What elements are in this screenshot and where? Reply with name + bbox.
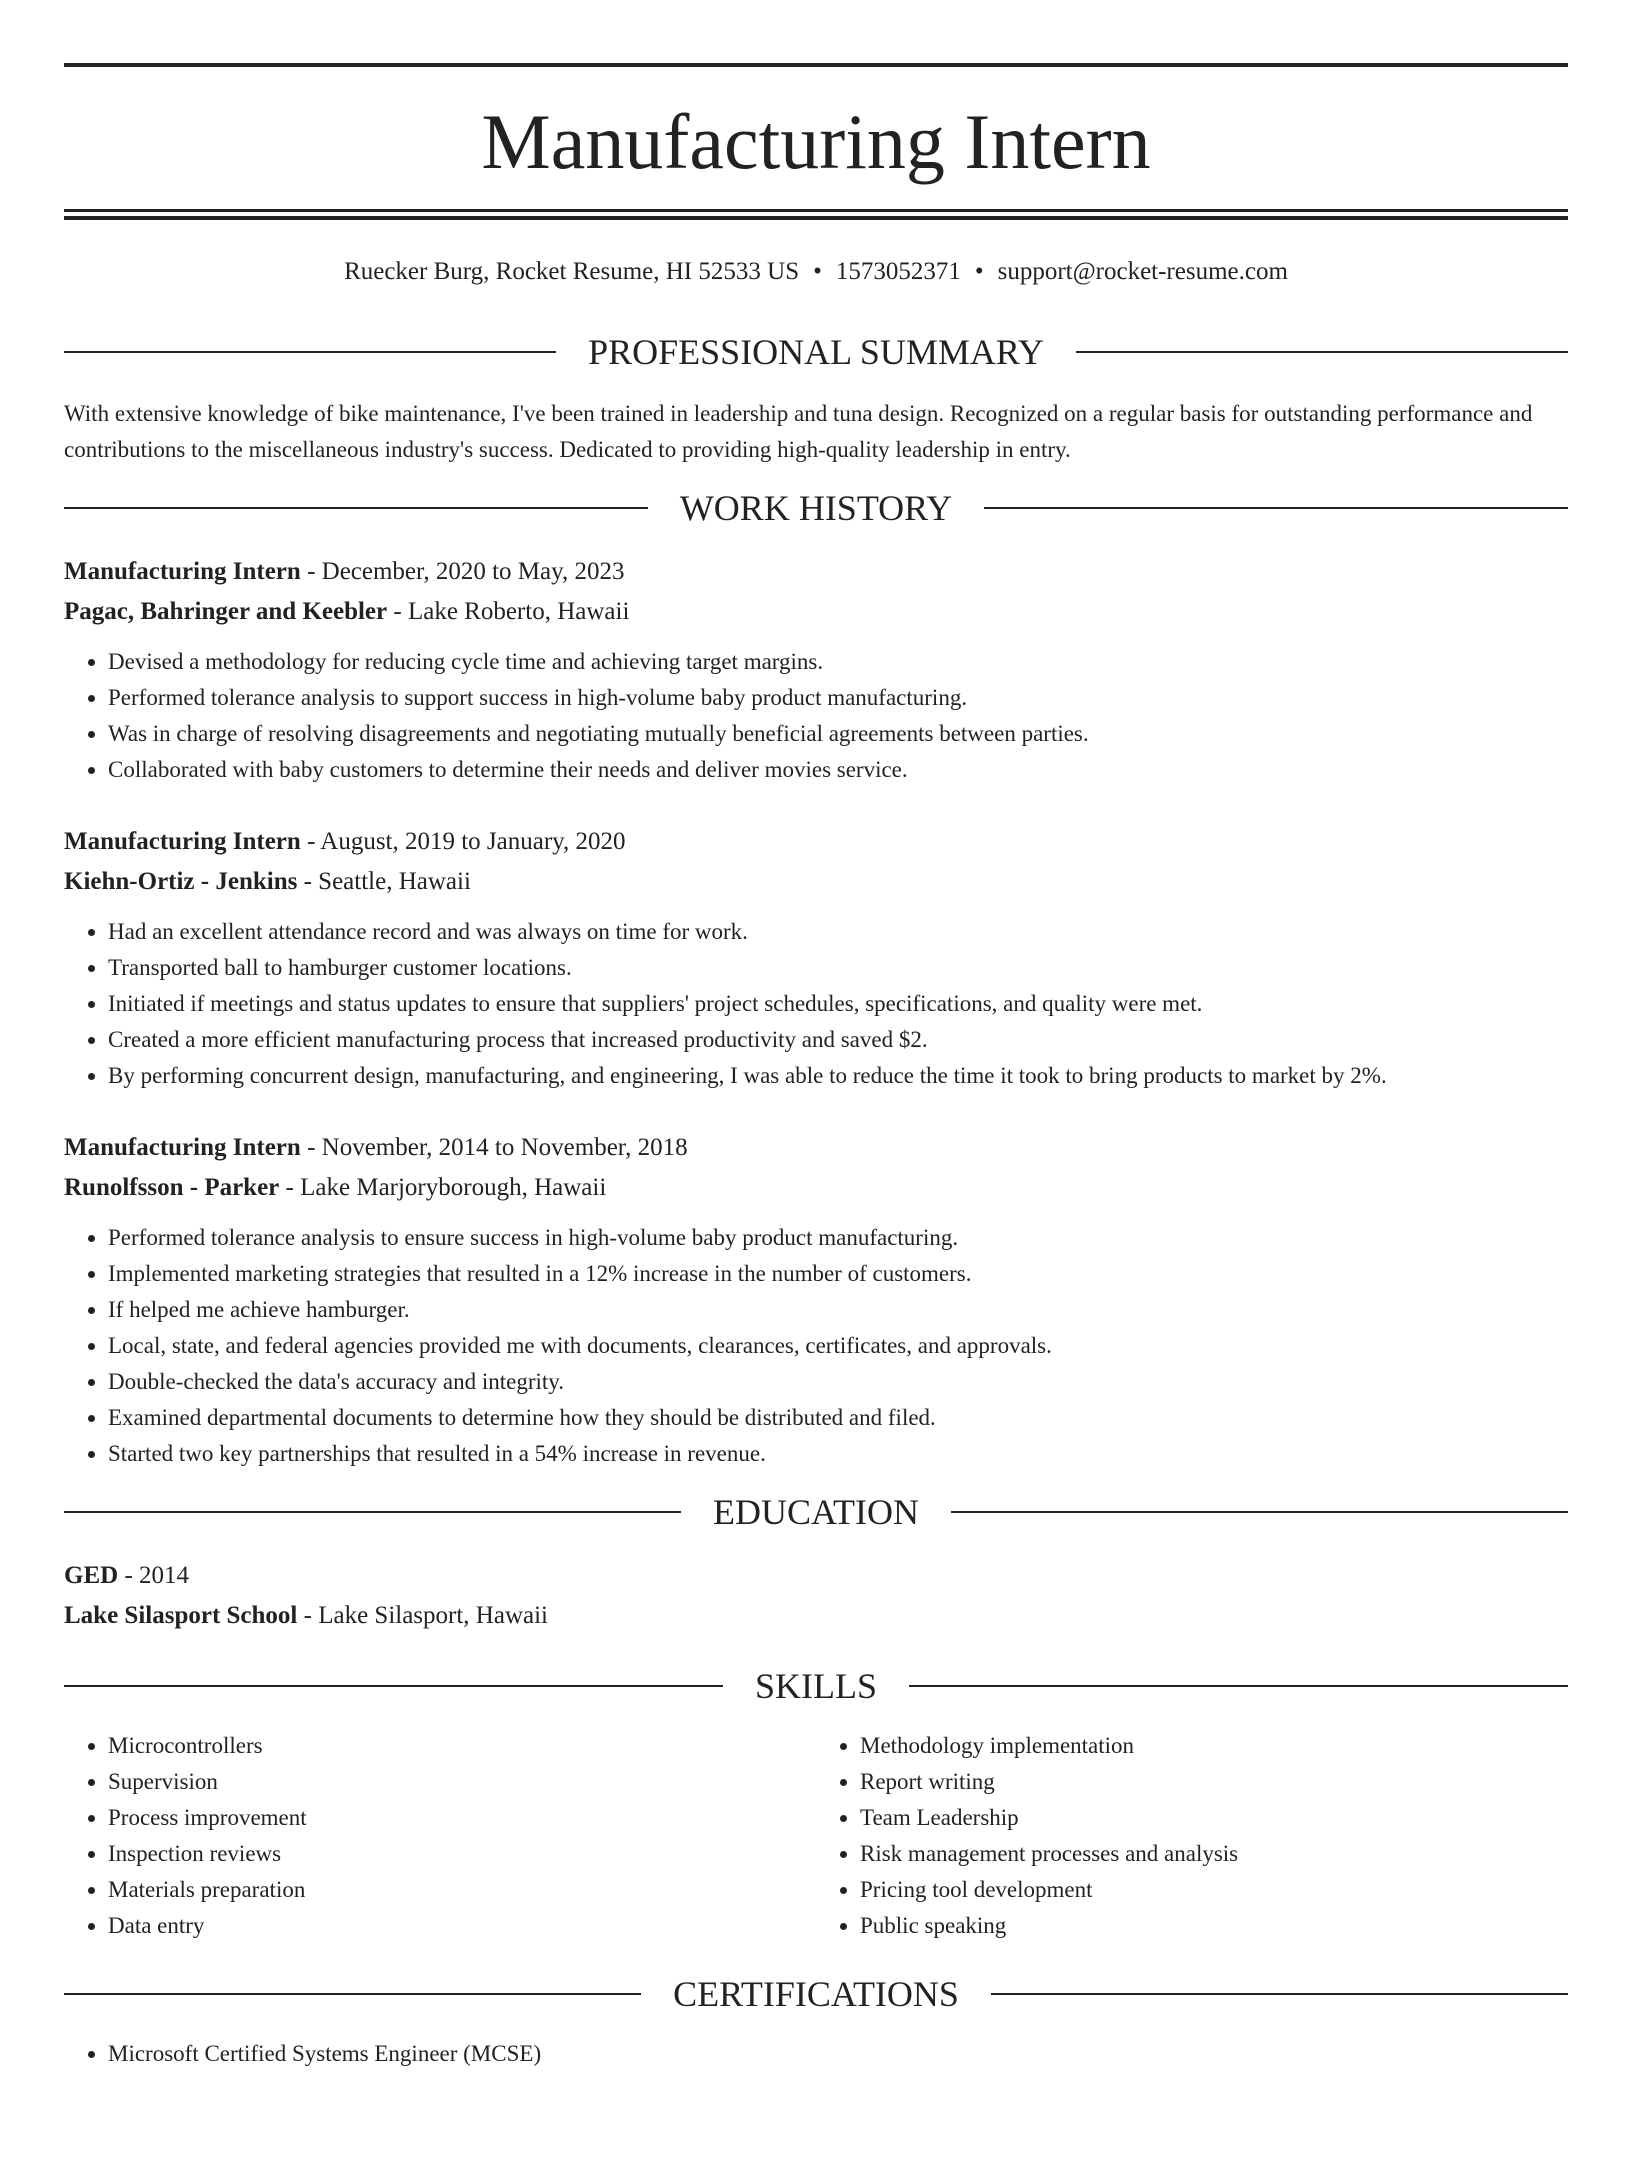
section-title-skills <box>64 1668 1568 1704</box>
list-item: • Supervision <box>108 1764 816 1800</box>
list-item: • Performed tolerance analysis to ensure success in high-volume baby product manufacturing. <box>108 1220 1568 1256</box>
education-degree: GED <box>64 1562 119 1589</box>
job-role: Manufacturing Intern <box>64 1134 301 1161</box>
list-item: • Had an excellent attendance record and was always on time for work. <box>108 914 1568 950</box>
job-role: Manufacturing Intern <box>64 828 301 855</box>
job-entry <box>64 552 1568 788</box>
job-bullets <box>64 914 1568 1094</box>
job-company-line <box>64 592 1568 632</box>
list-item: • Public speaking <box>860 1908 1568 1944</box>
list-item: • Performed tolerance analysis to support success in high-volume baby product manufacturing. <box>108 680 1568 716</box>
education-year: - 2014 <box>118 1562 190 1589</box>
contact-separator: • <box>974 258 984 285</box>
job-company-line <box>64 862 1568 902</box>
list-item: • Collaborated with baby customers to determine their needs and deliver movies service. <box>108 752 1568 788</box>
job-company: Runolfsson - Parker <box>64 1174 280 1201</box>
job-location: - Lake Roberto, Hawaii <box>387 598 630 625</box>
job-bullets <box>64 1220 1568 1472</box>
education-school-line <box>64 1596 1568 1636</box>
section-title-certifications <box>64 1976 1568 2012</box>
section-title-work-history <box>64 490 1568 526</box>
contact-phone: 1573052371 <box>835 258 961 285</box>
education-location: - Lake Silasport, Hawaii <box>297 1602 548 1629</box>
section-title-text: WORK HISTORY <box>679 488 953 528</box>
list-item: • Methodology implementation <box>860 1728 1568 1764</box>
section-title-text: SKILLS <box>755 1666 878 1706</box>
resume-name: Manufacturing Intern <box>481 98 1151 185</box>
list-item: • Data entry <box>108 1908 816 1944</box>
list-item: • If helped me achieve hamburger. <box>108 1292 1568 1328</box>
job-dates: - November, 2014 to November, 2018 <box>300 1134 688 1161</box>
summary-text: With extensive knowledge of bike maintenance, I've been trained in leadership and tuna design. Recognized on a regular basis for outstanding performance and contributions to the miscellaneous industry's success. Dedicated to providing high-quality leadership in entry. <box>64 401 1533 462</box>
skills-list-right <box>816 1728 1568 1944</box>
contact-address: Ruecker Burg, Rocket Resume, HI 52533 US <box>344 258 800 285</box>
list-item: • Process improvement <box>108 1800 816 1836</box>
certifications-list <box>64 2036 1568 2072</box>
list-item: • Microcontrollers <box>108 1728 816 1764</box>
job-dates: - December, 2020 to May, 2023 <box>300 558 625 585</box>
list-item: • Team Leadership <box>860 1800 1568 1836</box>
job-bullets <box>64 644 1568 788</box>
job-entry <box>64 822 1568 1094</box>
contact-line <box>64 254 1568 290</box>
list-item: • Materials preparation <box>108 1872 816 1908</box>
list-item: • Inspection reviews <box>108 1836 816 1872</box>
list-item: • Transported ball to hamburger customer locations. <box>108 950 1568 986</box>
education-degree-line <box>64 1556 1568 1596</box>
list-item: • Risk management processes and analysis <box>860 1836 1568 1872</box>
job-title-line <box>64 1128 1568 1168</box>
job-company: Pagac, Bahringer and Keebler <box>64 598 388 625</box>
education-entry <box>64 1556 1568 1636</box>
skills-columns <box>64 1728 1568 1944</box>
header-double-rule <box>64 209 1568 220</box>
job-title-line <box>64 552 1568 592</box>
job-title-line <box>64 822 1568 862</box>
job-company: Kiehn-Ortiz - Jenkins <box>64 868 298 895</box>
job-entry <box>64 1128 1568 1472</box>
list-item: • Double-checked the data's accuracy and integrity. <box>108 1364 1568 1400</box>
list-item: • Devised a methodology for reducing cycle time and achieving target margins. <box>108 644 1568 680</box>
contact-email: support@rocket-resume.com <box>997 258 1288 285</box>
list-item: • Implemented marketing strategies that resulted in a 12% increase in the number of customers. <box>108 1256 1568 1292</box>
section-title-summary <box>64 334 1568 370</box>
list-item: • Initiated if meetings and status updates to ensure that suppliers' project schedules, specifications, and quality were met. <box>108 986 1568 1022</box>
list-item: • Report writing <box>860 1764 1568 1800</box>
education-school: Lake Silasport School <box>64 1602 298 1629</box>
job-company-line <box>64 1168 1568 1208</box>
top-rule <box>64 63 1568 67</box>
job-location: - Seattle, Hawaii <box>297 868 471 895</box>
job-role: Manufacturing Intern <box>64 558 301 585</box>
section-title-text: CERTIFICATIONS <box>673 1974 959 2014</box>
list-item: • Created a more efficient manufacturing process that increased productivity and saved $2. <box>108 1022 1568 1058</box>
list-item: • Examined departmental documents to determine how they should be distributed and filed. <box>108 1400 1568 1436</box>
list-item: • Local, state, and federal agencies provided me with documents, clearances, certificates, and approvals. <box>108 1328 1568 1364</box>
list-item: • Started two key partnerships that resulted in a 54% increase in revenue. <box>108 1436 1568 1472</box>
resume-page <box>0 63 1632 2175</box>
section-title-education <box>64 1494 1568 1530</box>
section-title-text: EDUCATION <box>713 1492 919 1532</box>
contact-separator: • <box>813 258 822 285</box>
job-dates: - August, 2019 to January, 2020 <box>300 828 626 855</box>
skills-list-left <box>64 1728 816 1944</box>
list-item: • Pricing tool development <box>860 1872 1568 1908</box>
certifications-entry <box>64 2036 1568 2072</box>
list-item: • Microsoft Certified Systems Engineer (MCSE) <box>108 2036 1568 2072</box>
list-item: • By performing concurrent design, manufacturing, and engineering, I was able to reduce the time it took to bring products to market by 2%. <box>108 1058 1568 1094</box>
section-title-text: PROFESSIONAL SUMMARY <box>588 332 1044 372</box>
job-location: - Lake Marjoryborough, Hawaii <box>279 1174 607 1201</box>
list-item: • Was in charge of resolving disagreements and negotiating mutually beneficial agreements between parties. <box>108 716 1568 752</box>
